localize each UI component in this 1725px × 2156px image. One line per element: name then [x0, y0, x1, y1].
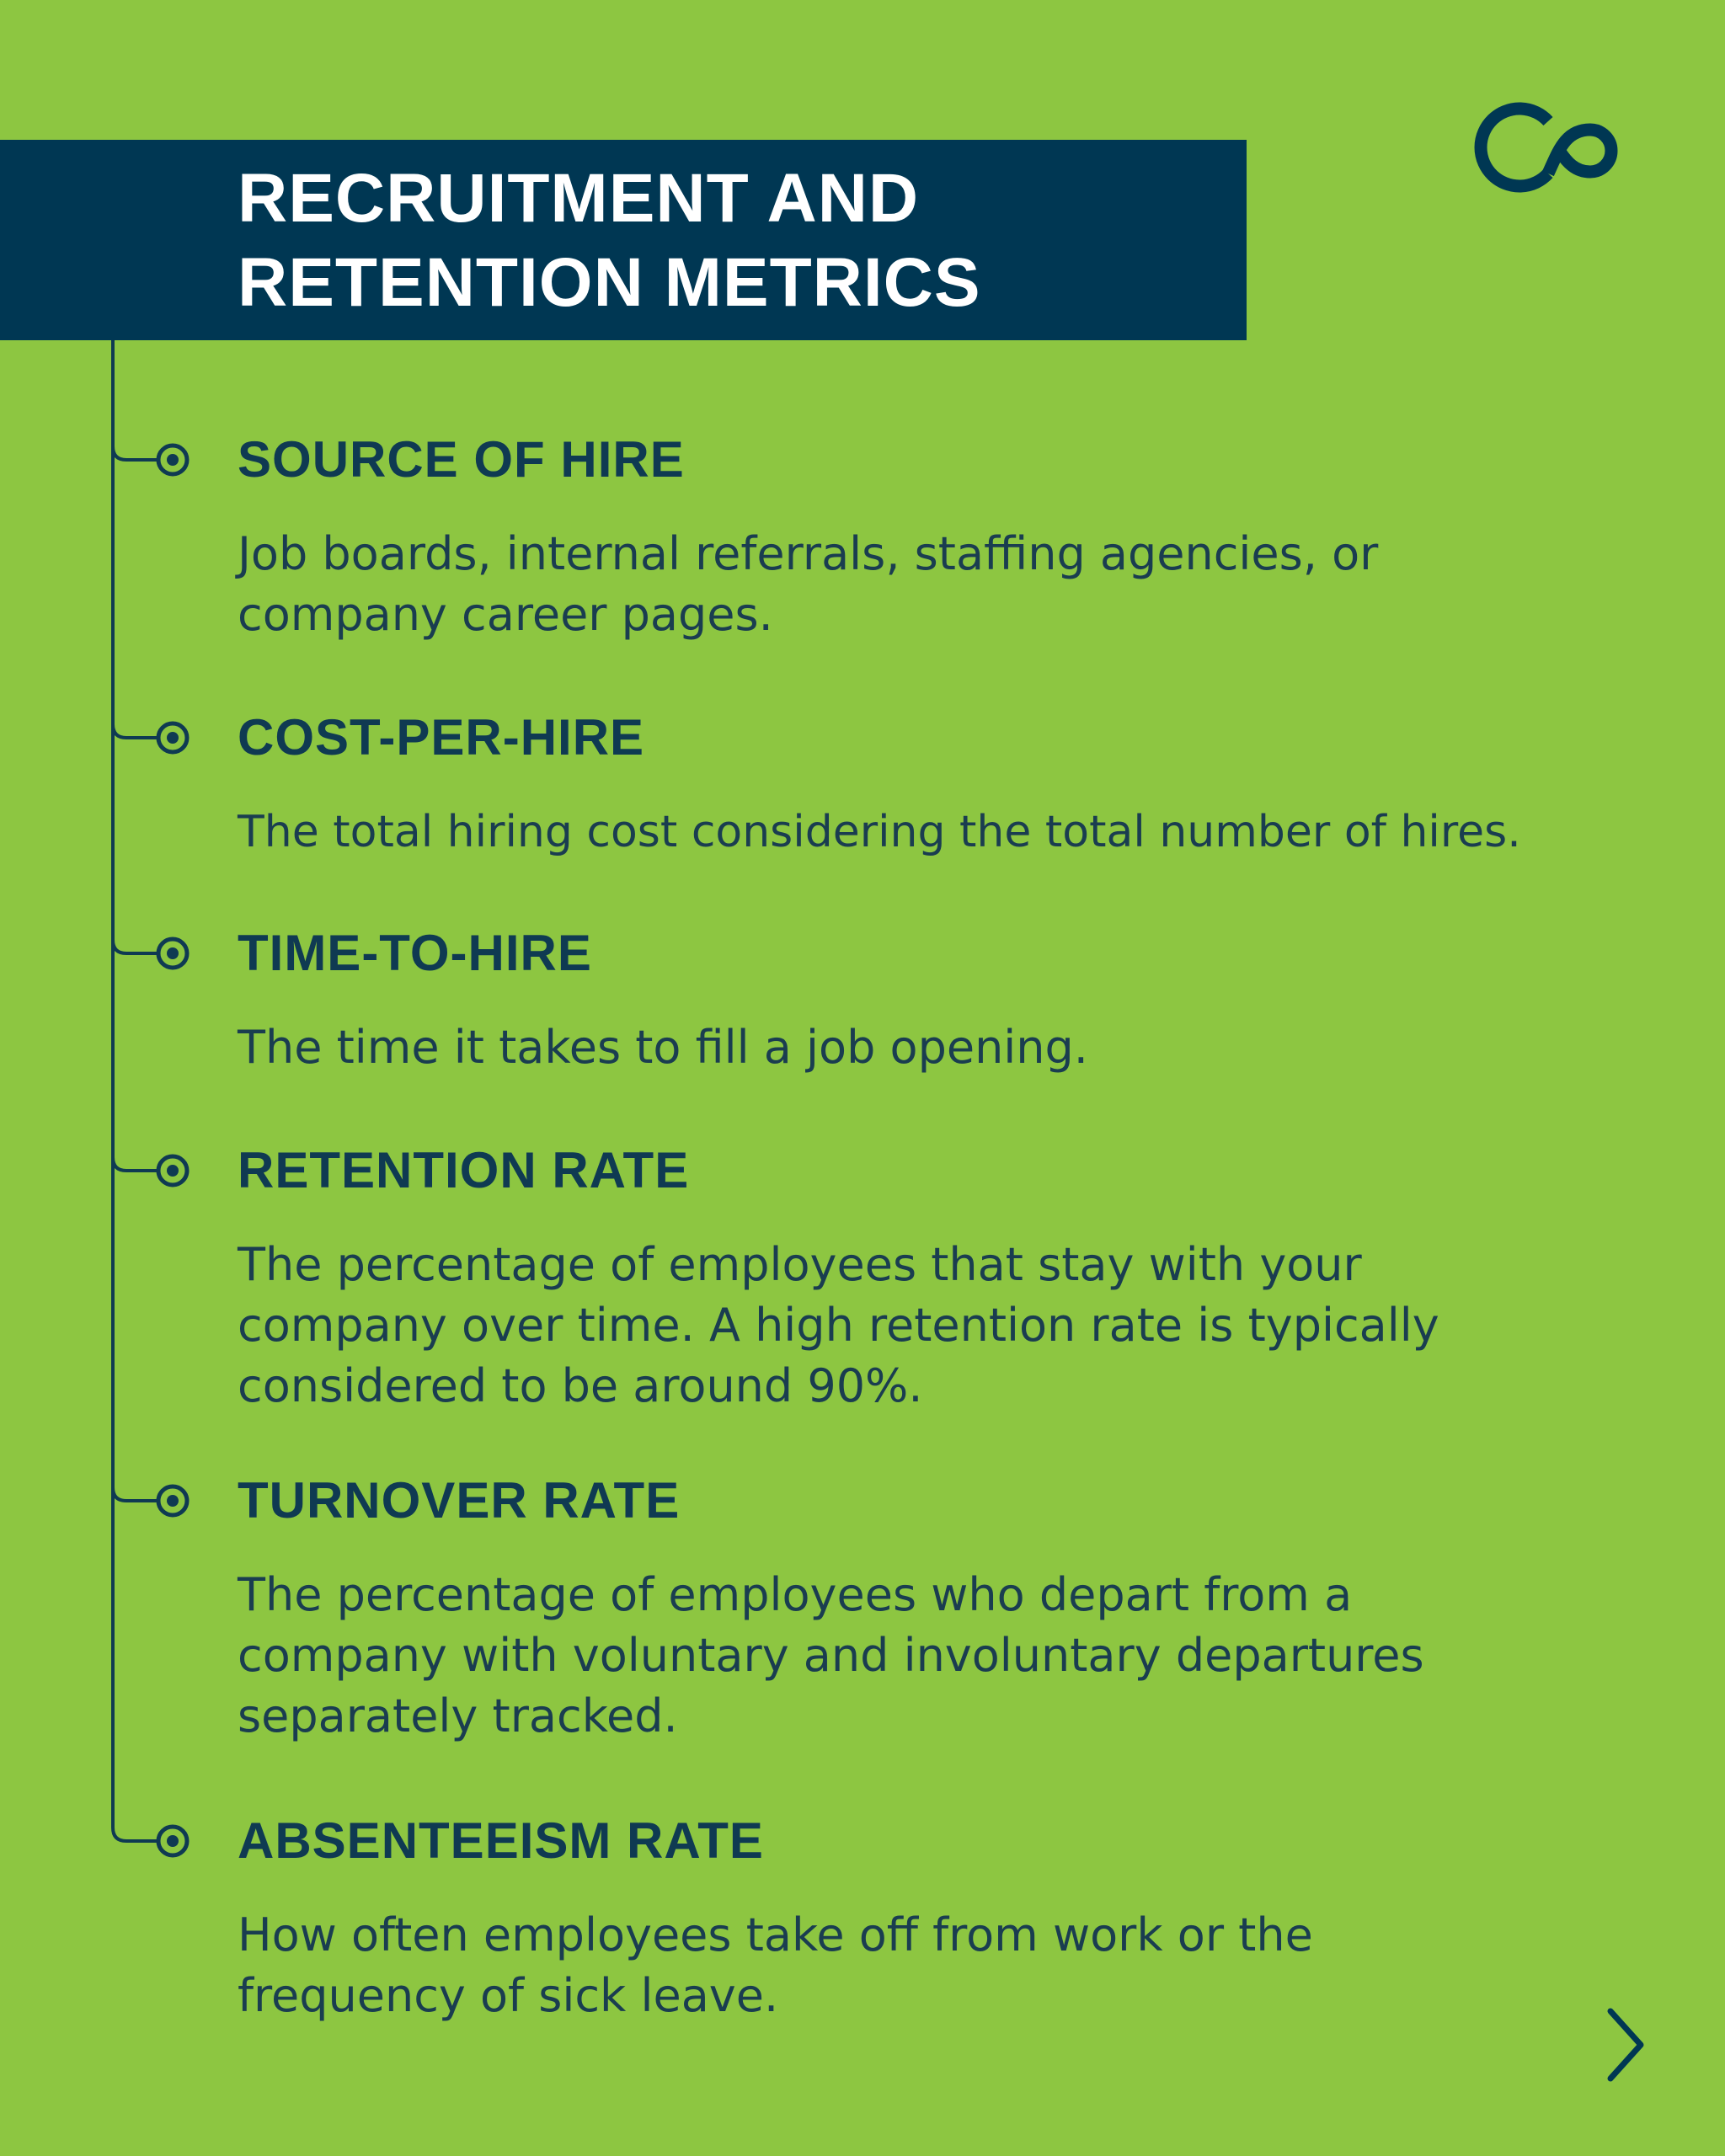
page-title-line-2: RETENTION METRICS — [238, 244, 981, 321]
metric-item-source-of-hire — [238, 430, 1669, 645]
metric-description: The total hiring cost considering the total number of hires. — [238, 807, 1521, 857]
metric-item-time-to-hire — [238, 923, 1669, 1078]
timeline-connector-6 — [113, 1827, 187, 1855]
timeline-connector-3 — [113, 939, 187, 968]
metric-item-cost-per-hire — [238, 707, 1669, 862]
metric-item-absenteeism-rate — [238, 1811, 1669, 2026]
metric-item-turnover-rate — [238, 1470, 1669, 1747]
metric-title: ABSENTEEISM RATE — [238, 1812, 764, 1869]
metric-description: The percentage of employees who depart from a company with voluntary and involuntary departures separately tracked. — [238, 1568, 1424, 1742]
metric-title: SOURCE OF HIRE — [238, 431, 685, 488]
metric-title: COST-PER-HIRE — [238, 709, 645, 766]
metric-description: The time it takes to fill a job opening. — [238, 1021, 1088, 1074]
metric-item-retention-rate — [238, 1140, 1669, 1417]
timeline-connector-1 — [113, 446, 187, 474]
timeline-connector-4 — [113, 1156, 187, 1185]
metric-description: The percentage of employees that stay with your company over time. A high retention rate is typically considered to be around 90%. — [238, 1238, 1439, 1412]
metric-description: Job boards, internal referrals, staffing agencies, or company career pages. — [238, 527, 1379, 641]
timeline-connector-5 — [113, 1486, 187, 1515]
metric-title: RETENTION RATE — [238, 1142, 690, 1198]
chevron-right-icon[interactable] — [1600, 2003, 1651, 2087]
metric-title: TURNOVER RATE — [238, 1472, 681, 1529]
page-title-line-1: RECRUITMENT AND — [238, 160, 920, 237]
metric-title: TIME-TO-HIRE — [238, 925, 592, 981]
metric-description: How often employees take off from work or the frequency of sick leave. — [238, 1908, 1313, 2022]
timeline-connector-2 — [113, 723, 187, 752]
